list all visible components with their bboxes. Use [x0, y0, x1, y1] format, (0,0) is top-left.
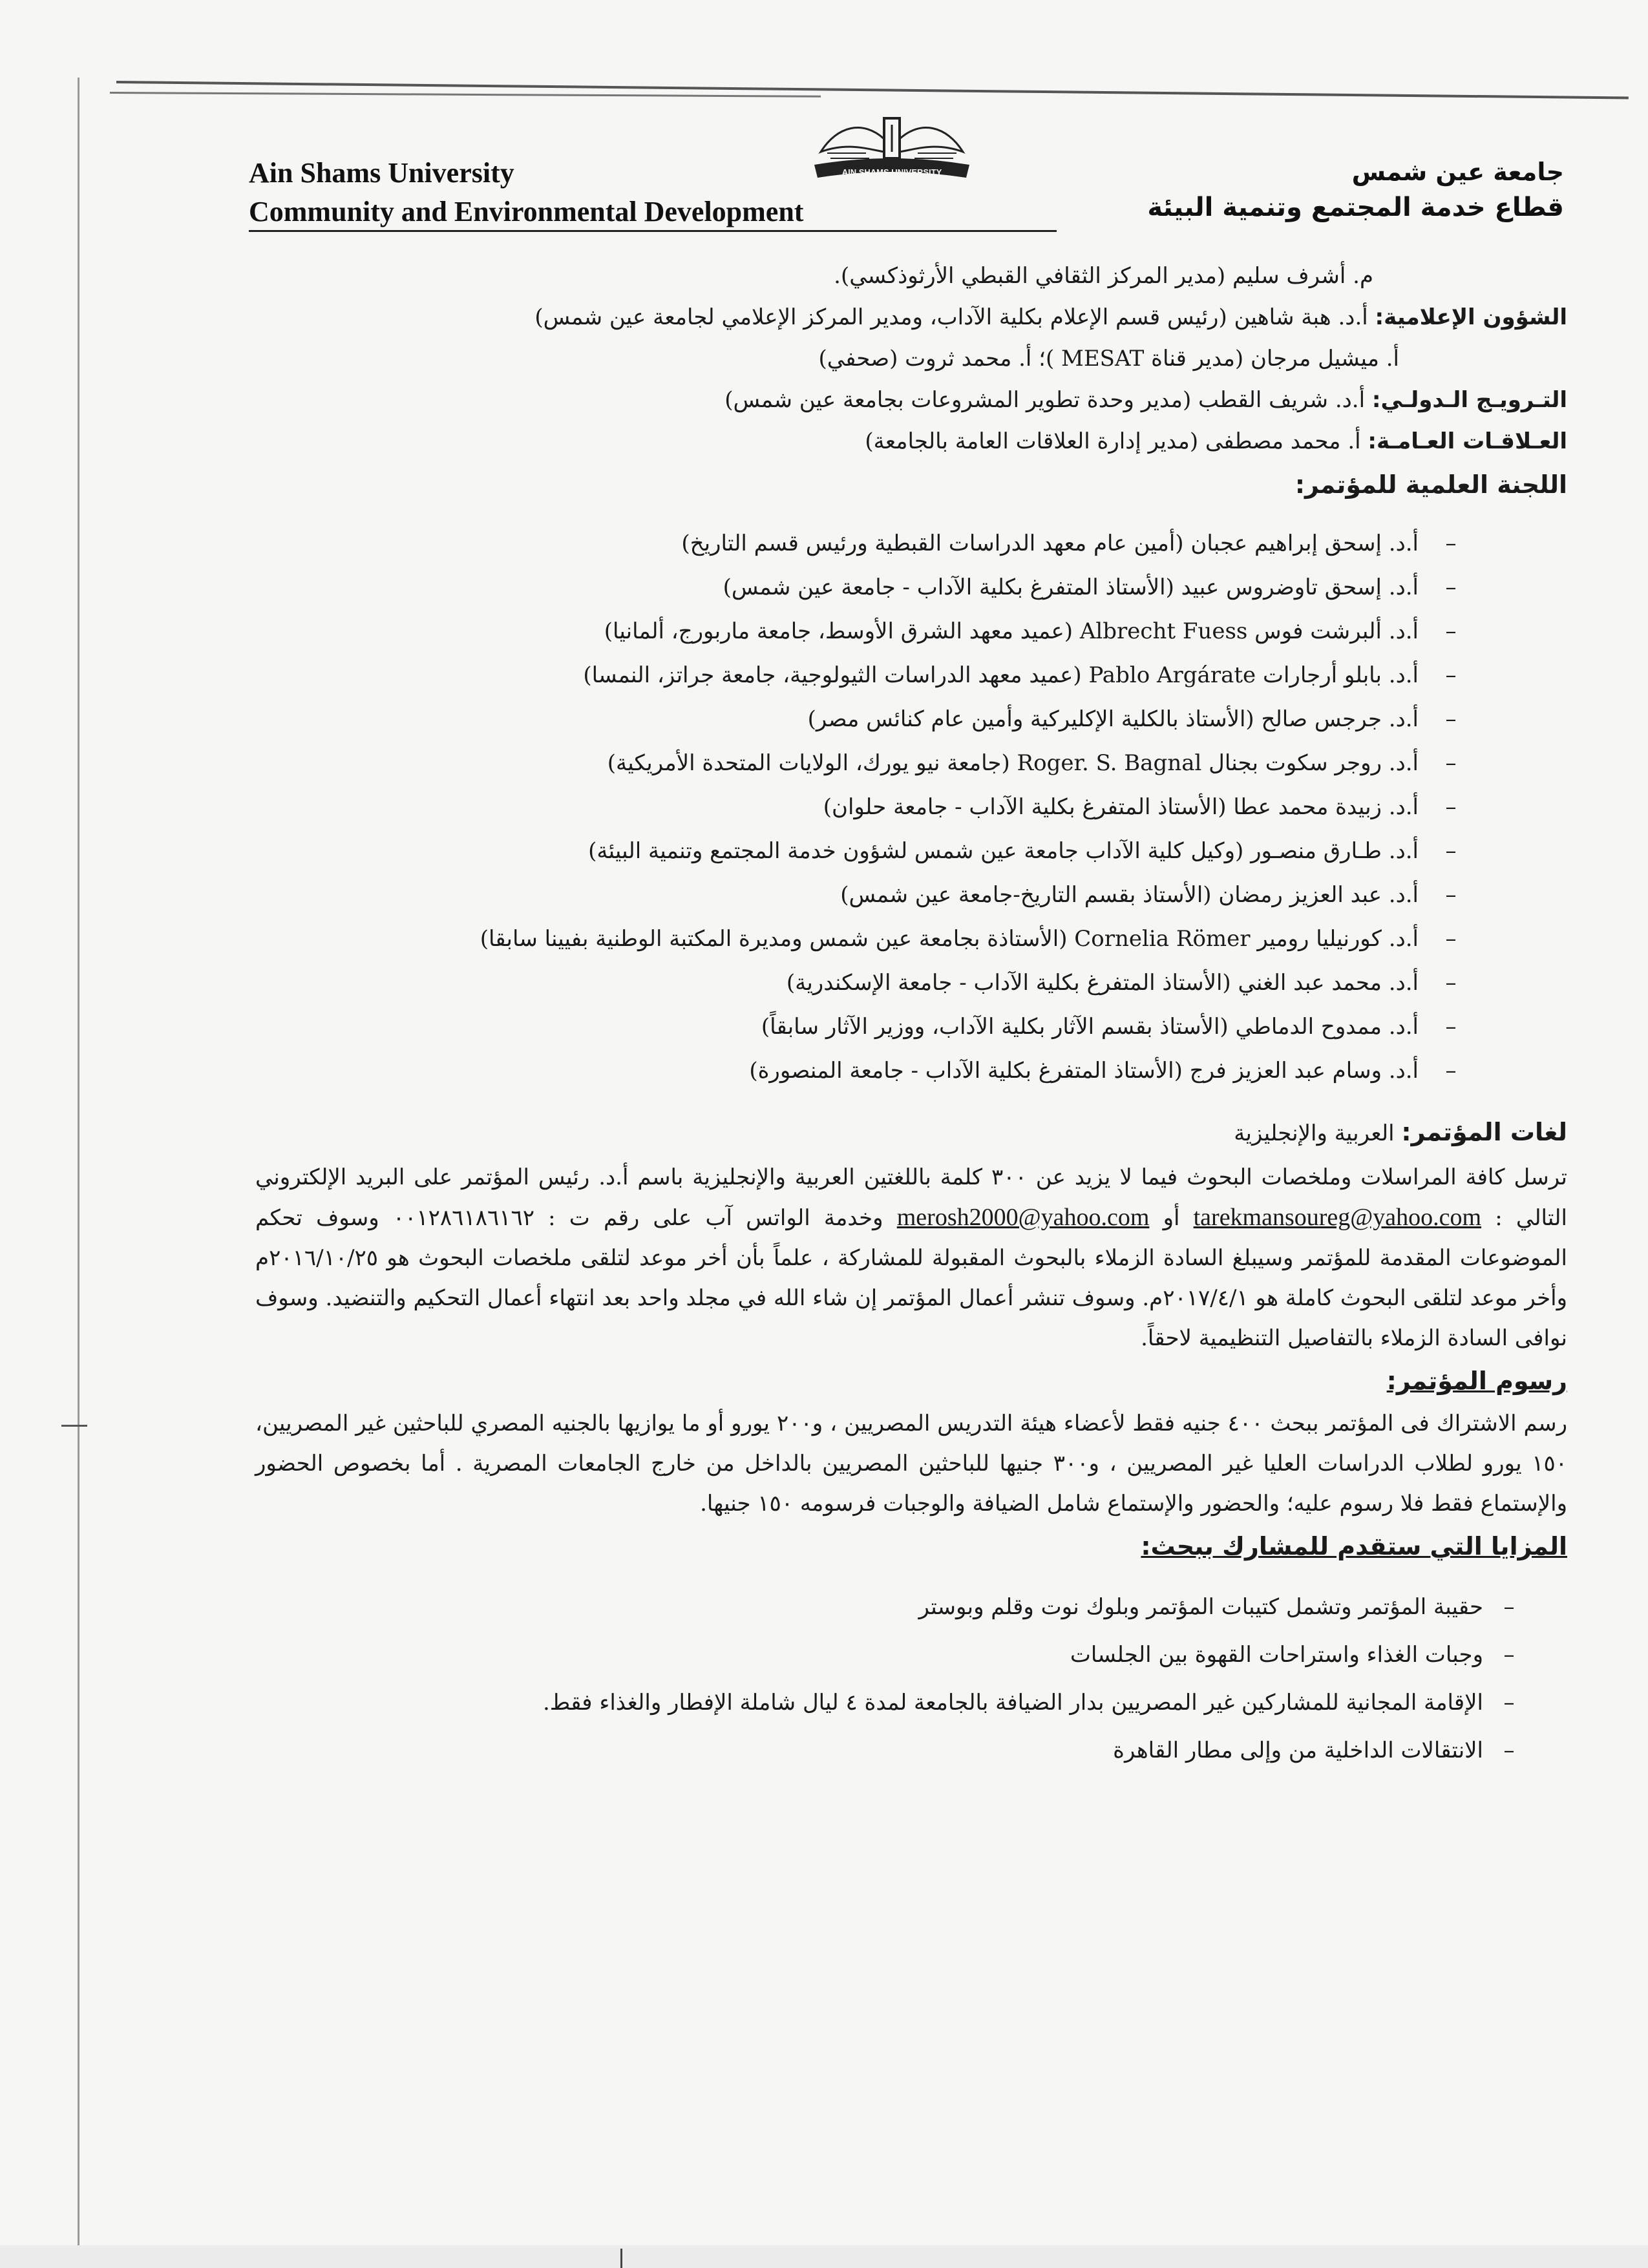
- member-name: أ.د. ممدوح الدماطي (الأستاذ بقسم الآثار بكلية الآداب، ووزير الآثار سابقاً): [761, 1014, 1419, 1040]
- dash-bullet: –: [1445, 882, 1457, 908]
- dash-bullet: –: [1445, 1058, 1457, 1084]
- list-item: [255, 741, 1470, 785]
- sector-name-ar: قطاع خدمة المجتمع وتنمية البيئة: [1147, 193, 1564, 222]
- member-name: أ.د. محمد عبد الغني (الأستاذ المتفرغ بكلية الآداب - جامعة الإسكندرية): [786, 970, 1419, 996]
- header-arabic: [1147, 155, 1564, 226]
- promotion-label: التـرويـج الـدولـي:: [1371, 387, 1567, 413]
- dash-bullet: –: [1445, 794, 1457, 820]
- advantage-text: الانتقالات الداخلية من وإلى مطار القاهرة: [1113, 1738, 1483, 1763]
- dash-bullet: –: [1445, 530, 1457, 556]
- media-affairs-line: [255, 297, 1567, 338]
- dash-bullet: –: [1445, 1014, 1457, 1040]
- media-affairs-text: أ.د. هبة شاهين (رئيس قسم الإعلام بكلية الآداب، ومدير المركز الإعلامي لجامعة عين شمس): [534, 304, 1375, 330]
- email-link-2[interactable]: merosh2000@yahoo.com: [896, 1204, 1150, 1231]
- scan-top-line: [110, 92, 821, 98]
- dash-bullet: –: [1503, 1642, 1515, 1668]
- media-affairs-line2: أ. ميشيل مرجان (مدير قناة MESAT )؛ أ. محمد ثروت (صحفي): [818, 346, 1399, 372]
- public-relations-line: [255, 421, 1567, 462]
- list-item: [255, 697, 1470, 741]
- list-item: [255, 653, 1470, 697]
- scan-top-line: [116, 81, 1629, 100]
- scientific-members-list: [255, 521, 1567, 1093]
- member-name: أ.د. كورنيليا رومير Cornelia Römer (الأستاذة بجامعة عين شمس ومديرة المكتبة الوطنية بفيينا سابقا): [480, 926, 1419, 952]
- scan-bottom-strip: [0, 2245, 1648, 2268]
- dash-bullet: –: [1445, 838, 1457, 864]
- dash-bullet: –: [1503, 1738, 1515, 1763]
- member-name: أ.د. وسام عبد العزيز فرج (الأستاذ المتفرغ بكلية الآداب - جامعة المنصورة): [749, 1058, 1419, 1084]
- header-divider: [249, 230, 1057, 232]
- fees-text: رسم الاشتراك فى المؤتمر ببحث ٤٠٠ جنيه فقط لأعضاء هيئة التدريس المصريين ، و٢٠٠ يورو أو ما يوازيها بالجنيه المصري للباحثين غير المصريين، ١٥٠ يورو لطلاب الدراسات العليا غير المصريين ، و٣٠٠ جنيها للباحثين المصريين بالداخل من خارج الجامعات المصرية . أما بخصوص الحضور والإستماع فقط فلا رسوم عليه؛ والحضور والإستماع شامل الضيافة والوجبات فرسومه ١٥٠ جنيها.: [255, 1411, 1567, 1517]
- dash-bullet: –: [1445, 618, 1457, 644]
- correspondence-paragraph: [255, 1157, 1567, 1358]
- advantage-text: وجبات الغذاء واستراحات القهوة بين الجلسات: [1070, 1642, 1483, 1668]
- list-item: [255, 1583, 1522, 1631]
- member-name: أ.د. إسحق إبراهيم عجبان (أمين عام معهد الدراسات القبطية ورئيس قسم التاريخ): [681, 530, 1419, 556]
- promotion-text: أ.د. شريف القطب (مدير وحدة تطوير المشروعات بجامعة عين شمس): [724, 387, 1372, 413]
- university-name-en: Ain Shams University: [249, 157, 514, 189]
- member-name: أ.د. طـارق منصـور (وكيل كلية الآداب جامعة عين شمس لشؤون خدمة المجتمع وتنمية البيئة): [588, 838, 1419, 864]
- list-item: [255, 785, 1470, 829]
- dash-bullet: –: [1445, 970, 1457, 996]
- member-name: أ.د. إسحق تاوضروس عبيد (الأستاذ المتفرغ بكلية الآداب - جامعة عين شمس): [723, 574, 1419, 600]
- university-name-ar: جامعة عين شمس: [1351, 158, 1564, 186]
- correspondence-text-1: ترسل كافة المراسلات وملخصات البحوث فيما لا يزيد عن ٣٠٠ كلمة باللغتين العربية والإنجليزية باسم أ.د. رئيس المؤتمر على البريد الإلكتروني التالي :: [255, 1164, 1567, 1231]
- fees-title: رسوم المؤتمر:: [1386, 1367, 1567, 1395]
- list-item: [255, 565, 1470, 609]
- committee-line: م. أشرف سليم (مدير المركز الثقافي القبطي الأرثوذكسي).: [834, 263, 1373, 289]
- advantage-text: حقيبة المؤتمر وتشمل كتيبات المؤتمر وبلوك نوت وقلم وبوستر: [918, 1594, 1483, 1620]
- public-relations-label: العـلاقـات العـامـة:: [1368, 428, 1567, 454]
- list-item: [255, 1727, 1522, 1774]
- or-text: أو: [1149, 1205, 1194, 1231]
- member-name: أ.د. عبد العزيز رمضان (الأستاذ بقسم التاريخ-جامعة عين شمس): [840, 882, 1419, 908]
- public-relations-text: أ. محمد مصطفى (مدير إدارة العلاقات العامة بالجامعة): [865, 428, 1368, 454]
- advantages-title: المزايا التي ستقدم للمشارك ببحث:: [1141, 1532, 1567, 1560]
- member-name: أ.د. ألبرشت فوس Albrecht Fuess (عميد معهد الشرق الأوسط، جامعة ماربورج، ألمانيا): [604, 618, 1419, 644]
- correspondence-text-2: وخدمة الواتس آب على رقم ت : ٠٠١٢٨٦١٨٦١٦٢ وسوف تحكم الموضوعات المقدمة للمؤتمر وسيبلغ السادة الزملاء بالبحوث المقبولة للمشاركة ، علماً بأن أخر موعد لتلقى ملخصات البحوث هو ٢٠١٦/١٠/٢٥م وأخر موعد لتلقى البحوث كاملة هو ٢٠١٧/٤/١م. وسوف تنشر أعمال المؤتمر إن شاء الله في مجلد واحد بعد انتهاء أعمال التحكيم والتنضيد. وسوف نوافى السادة الزملاء بالتفاصيل التنظيمية لاحقاً.: [255, 1205, 1567, 1351]
- scan-mark: [620, 2249, 622, 2268]
- list-item: [255, 873, 1470, 917]
- list-item: [255, 1049, 1470, 1093]
- dash-bullet: –: [1445, 926, 1457, 952]
- list-item: [255, 1631, 1522, 1679]
- dash-bullet: –: [1445, 706, 1457, 732]
- languages-text: العربية والإنجليزية: [1234, 1120, 1402, 1146]
- document-body: [255, 255, 1567, 1774]
- email-link-1[interactable]: tarekmansoureg@yahoo.com: [1193, 1204, 1482, 1231]
- university-logo-icon: [801, 113, 982, 197]
- header-english: [249, 154, 803, 231]
- list-item: [255, 1679, 1522, 1727]
- sector-name-en: Community and Environmental Development: [249, 196, 804, 227]
- languages-label: لغات المؤتمر:: [1401, 1118, 1567, 1146]
- languages-line: [255, 1107, 1567, 1157]
- member-name: أ.د. روجر سكوت بجنال Roger. S. Bagnal (جامعة نيو يورك، الولايات المتحدة الأمريكية): [607, 750, 1419, 776]
- advantage-text: الإقامة المجانية للمشاركين غير المصريين بدار الضيافة بالجامعة لمدة ٤ ليال شاملة الإفطار والغذاء فقط.: [542, 1690, 1483, 1716]
- media-affairs-label: الشؤون الإعلامية:: [1375, 304, 1567, 330]
- dash-bullet: –: [1445, 750, 1457, 776]
- dash-bullet: –: [1503, 1594, 1515, 1620]
- scan-edge: [78, 78, 79, 2262]
- member-name: أ.د. زبيدة محمد عطا (الأستاذ المتفرغ بكلية الآداب - جامعة حلوان): [823, 794, 1419, 820]
- list-item: [255, 609, 1470, 653]
- fees-paragraph: [255, 1403, 1567, 1524]
- list-item: [255, 521, 1470, 565]
- member-name: أ.د. بابلو أرجارات Pablo Argárate (عميد معهد الدراسات الثيولوجية، جامعة جراتز، النمسا): [583, 662, 1419, 688]
- dash-bullet: –: [1445, 574, 1457, 600]
- list-item: [255, 961, 1470, 1005]
- advantages-list: [255, 1583, 1567, 1774]
- dash-bullet: –: [1503, 1690, 1515, 1716]
- list-item: [255, 1005, 1470, 1049]
- scan-mark: [61, 1425, 87, 1427]
- promotion-line: [255, 379, 1567, 421]
- list-item: [255, 829, 1470, 873]
- list-item: [255, 917, 1470, 961]
- dash-bullet: –: [1445, 662, 1457, 688]
- logo-text: AIN SHAMS UNIVERSITY: [841, 167, 942, 177]
- scientific-committee-title: اللجنة العلمية للمؤتمر:: [1294, 470, 1567, 499]
- member-name: أ.د. جرجس صالح (الأستاذ بالكلية الإكليركية وأمين عام كنائس مصر): [807, 706, 1419, 732]
